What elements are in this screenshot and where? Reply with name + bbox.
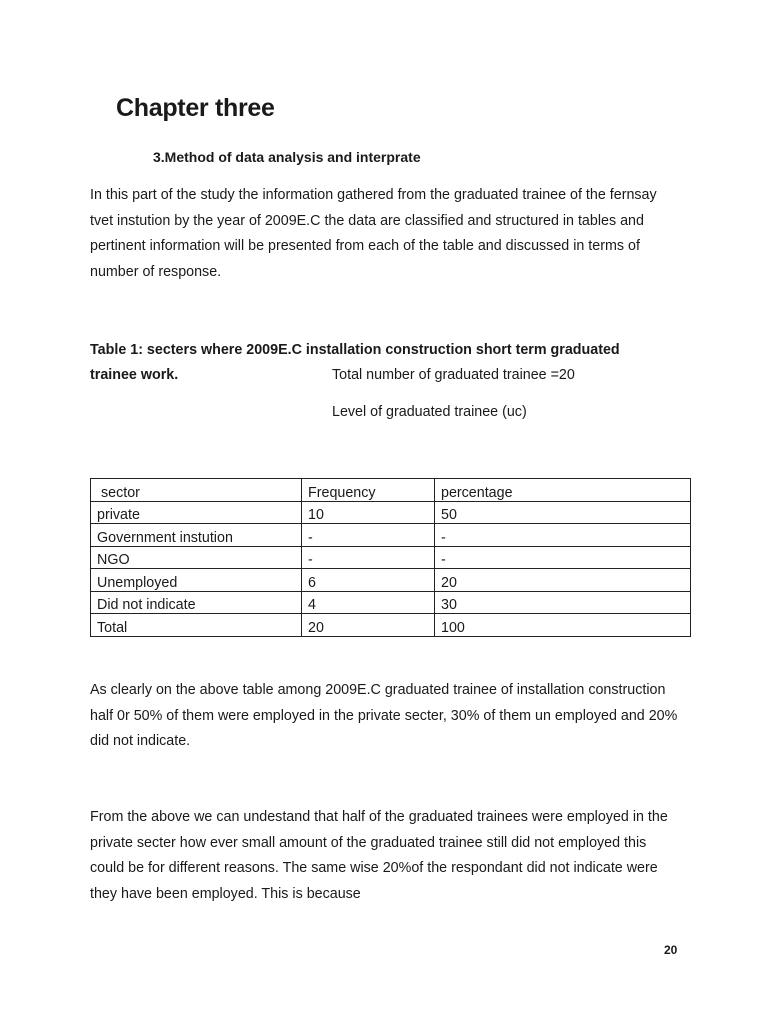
table-caption-continuation: trainee work. xyxy=(90,367,179,383)
page-number: 20 xyxy=(664,943,678,957)
table-row xyxy=(91,546,691,569)
trainee-level-line: Level of graduated trainee (uc) xyxy=(332,404,527,420)
cell-sector: Total xyxy=(91,614,302,637)
table-row xyxy=(91,501,691,524)
cell-frequency: - xyxy=(302,524,435,547)
cell-percentage: - xyxy=(435,524,691,547)
cell-percentage: - xyxy=(435,546,691,569)
analysis-paragraph: As clearly on the above table among 2009E.C graduated trainee of installation construction half 0r 50% of them were employed in the private secter, 30% of them un employed and 20% did not indicate. xyxy=(90,682,678,749)
table-row-total xyxy=(91,614,691,637)
table-row xyxy=(91,591,691,614)
chapter-title: Chapter three xyxy=(116,94,275,122)
cell-sector: Unemployed xyxy=(91,569,302,592)
cell-sector: Government instution xyxy=(91,524,302,547)
cell-frequency: 10 xyxy=(302,501,435,524)
cell-sector: private xyxy=(91,501,302,524)
header-sector: sector xyxy=(91,479,302,502)
cell-percentage: 100 xyxy=(435,614,691,637)
conclusion-paragraph: From the above we can undestand that half of the graduated trainees were employed in the private secter how ever small amount of the graduated trainee still did not employed this could be for different reasons. The same wise 20%of the respondant did not indicate were they have been employed. This is because xyxy=(90,809,668,902)
cell-percentage: 20 xyxy=(435,569,691,592)
table-row xyxy=(91,524,691,547)
table-header-row xyxy=(91,479,691,502)
total-trainee-line: Total number of graduated trainee =20 xyxy=(332,367,575,383)
cell-frequency: 6 xyxy=(302,569,435,592)
cell-frequency: - xyxy=(302,546,435,569)
cell-percentage: 30 xyxy=(435,591,691,614)
cell-sector: Did not indicate xyxy=(91,591,302,614)
cell-percentage: 50 xyxy=(435,501,691,524)
intro-paragraph: In this part of the study the information gathered from the graduated trainee of the fernsay tvet instution by the year of 2009E.C the data are classified and structured in tables and pertinent information will be presented from each of the table and discussed in terms of number of response. xyxy=(90,187,657,280)
section-heading: 3.Method of data analysis and interprate xyxy=(153,149,421,165)
cell-frequency: 4 xyxy=(302,591,435,614)
table-row xyxy=(91,569,691,592)
sector-table xyxy=(90,478,691,637)
table-caption: Table 1: secters where 2009E.C installation construction short term graduated xyxy=(90,342,620,358)
cell-sector: NGO xyxy=(91,546,302,569)
cell-frequency: 20 xyxy=(302,614,435,637)
header-percentage: percentage xyxy=(435,479,691,502)
header-frequency: Frequency xyxy=(302,479,435,502)
